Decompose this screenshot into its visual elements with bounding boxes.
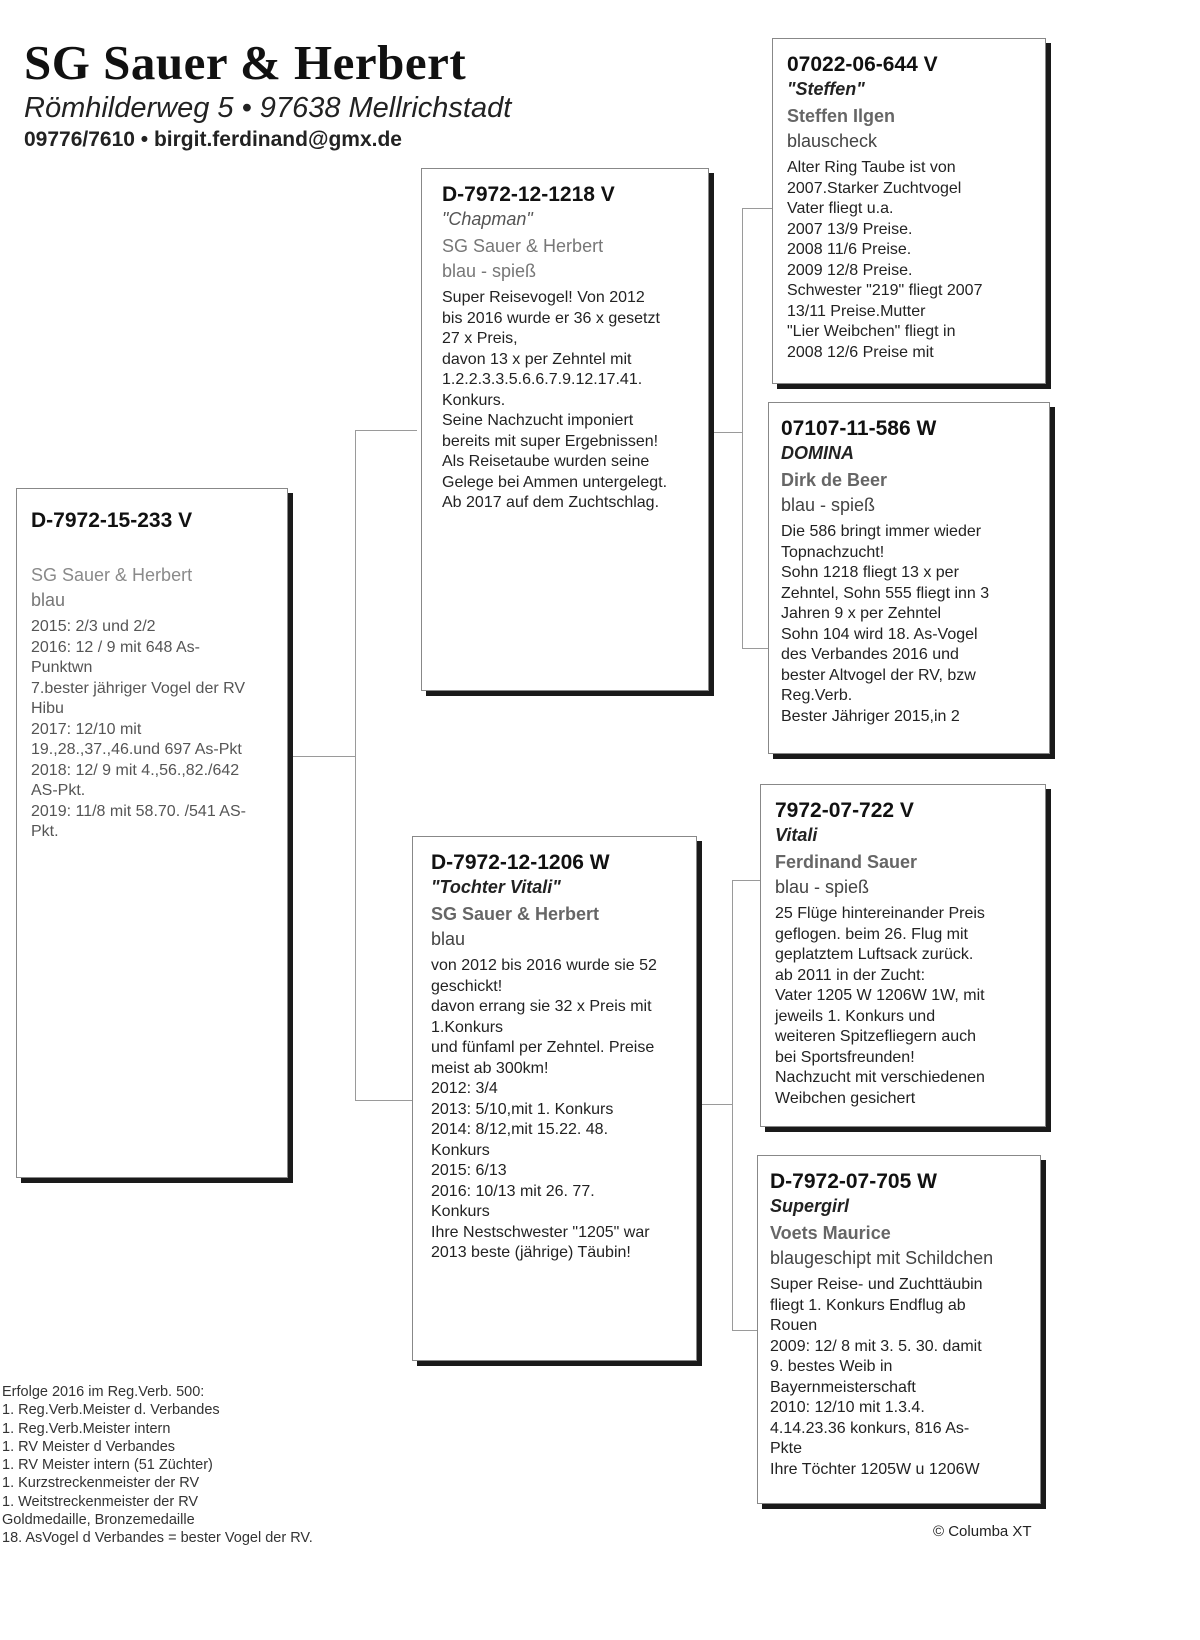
connector-subject-out: [290, 756, 355, 757]
ring-number: D-7972-15-233 V: [31, 509, 193, 532]
pigeon-name: "Tochter Vitali": [431, 877, 561, 897]
owner-name: SG Sauer & Herbert: [431, 904, 600, 924]
performance-notes: 25 Flüge hintereinander Preis geflogen. beim 26. Flug mit geplatztem Luftsack zurück. ab 2011 in der Zucht: Vater 1205 W 1206W 1W, mit jeweils 1. Konkurs und weiteren Spitzefliegern auch bei Sportsfreunden! Nachzucht mit verschiedenen Weibchen gesichert: [775, 905, 985, 1107]
ring-number: D-7972-12-1218 V: [442, 183, 615, 206]
pedigree-card-sire-sire: [772, 38, 1046, 384]
pedigree-card-sire-dam: [768, 402, 1050, 754]
owner-name: SG Sauer & Herbert: [31, 565, 193, 585]
owner-name: Ferdinand Sauer: [775, 852, 918, 872]
connector-dam-vertical: [732, 880, 733, 1330]
ring-number: D-7972-12-1206 W: [431, 851, 610, 874]
plumage-color: blau - spieß: [442, 261, 537, 281]
plumage-color: blau - spieß: [781, 495, 876, 515]
owner-name: Voets Maurice: [770, 1223, 891, 1243]
pedigree-card-subject: [16, 488, 288, 1178]
owner-name: SG Sauer & Herbert: [442, 236, 604, 256]
connector-to-sire-sire: [742, 208, 772, 209]
copyright-notice: © Columba XT: [933, 1523, 1032, 1540]
performance-notes: Alter Ring Taube ist von 2007.Starker Zuchtvogel Vater fliegt u.a. 2007 13/9 Preise. 2008 11/6 Preise. 2009 12/8 Preise. Schwester "219" fliegt 2007 13/11 Preise.Mutter "Lier Weibchen" fliegt in 2008 12/6 Preise mit: [787, 159, 983, 361]
pigeon-name: [31, 535, 273, 559]
connector-to-sire: [355, 430, 417, 431]
connector-to-sire-dam: [742, 648, 768, 649]
connector-dam-out: [700, 1104, 732, 1105]
pedigree-card-dam-sire: [760, 784, 1046, 1127]
ring-number: D-7972-07-705 W: [770, 1170, 937, 1193]
pedigree-card-dam-dam: [757, 1155, 1041, 1504]
owner-name: Dirk de Beer: [781, 470, 888, 490]
ring-number: 07022-06-644 V: [787, 53, 938, 76]
breeder-contact: 09776/7610 • birgit.ferdinand@gmx.de: [24, 128, 402, 151]
breeder-address: Römhilderweg 5 • 97638 Mellrichstadt: [24, 92, 512, 124]
connector-to-dam-sire: [732, 880, 760, 881]
pigeon-name: DOMINA: [781, 443, 854, 463]
pigeon-name: "Chapman": [442, 209, 533, 229]
pigeon-name: "Steffen": [787, 79, 865, 99]
breeder-name: SG Sauer & Herbert: [24, 35, 467, 90]
ring-number: 7972-07-722 V: [775, 799, 914, 822]
performance-notes: Super Reisevogel! Von 2012 bis 2016 wurde er 36 x gesetzt 27 x Preis, davon 13 x per Zehntel mit 1.2.2.3.3.5.6.6.7.9.12.17.41. Konkurs. Seine Nachzucht imponiert bereits mit super Ergebnissen! Als Reisetaube wurden seine Gelege bei Ammen untergelegt. Ab 2017 auf dem Zuchtschlag.: [442, 289, 668, 511]
performance-notes: Die 586 bringt immer wieder Topnachzucht! Sohn 1218 fliegt 13 x per Zehntel, Sohn 555 fliegt inn 3 Jahren 9 x per Zehntel Sohn 104 wird 18. As-Vogel des Verbandes 2016 und bester Altvogel der RV, bzw Reg.Verb. Bester Jähriger 2015,in 2: [781, 523, 990, 725]
connector-sire-out: [712, 432, 742, 433]
ring-number: 07107-11-586 W: [781, 417, 937, 440]
pigeon-name: Supergirl: [770, 1196, 850, 1216]
connector-to-dam: [355, 1100, 412, 1101]
connector-sire-vertical: [742, 208, 743, 648]
pedigree-card-dam: [412, 836, 697, 1361]
pedigree-card-sire: [421, 168, 709, 691]
pigeon-name: Vitali: [775, 825, 818, 845]
achievements-list: Erfolge 2016 im Reg.Verb. 500: 1. Reg.Verb.Meister d. Verbandes 1. Reg.Verb.Meister intern 1. RV Meister d Verbandes 1. RV Meister intern (51 Züchter) 1. Kurzstreckenmeister der RV 1. Weitstreckenmeister der RV Goldmedaille, Bronzemedaille 18. AsVogel d Verbandes = bester Vogel der RV.: [2, 1384, 313, 1547]
plumage-color: blau - spieß: [775, 877, 870, 897]
plumage-color: blau: [31, 590, 66, 610]
plumage-color: blaugeschipt mit Schildchen: [770, 1248, 994, 1268]
plumage-color: blau: [431, 929, 466, 949]
owner-name: Steffen Ilgen: [787, 106, 896, 126]
connector-gen1-vertical: [355, 430, 356, 1100]
plumage-color: blauscheck: [787, 131, 878, 151]
performance-notes: Super Reise- und Zuchttäubin fliegt 1. Konkurs Endflug ab Rouen 2009: 12/ 8 mit 3. 5. 30. damit 9. bestes Weib in Bayernmeisterschaft 2010: 12/10 mit 1.3.4. 4.14.23.36 konkurs, 816 As- Pkte Ihre Töchter 1205W u 1206W: [770, 1276, 983, 1478]
performance-notes: 2015: 2/3 und 2/2 2016: 12 / 9 mit 648 As- Punktwn 7.bester jähriger Vogel der RV Hibu 2017: 12/10 mit 19.,28.,37.,46.und 697 As-Pkt 2018: 12/ 9 mit 4.,56.,82./642 AS-Pkt. 2019: 11/8 mit 58.70. /541 AS- Pkt.: [31, 618, 246, 840]
connector-to-dam-dam: [732, 1330, 757, 1331]
performance-notes: von 2012 bis 2016 wurde sie 52 geschickt! davon errang sie 32 x Preis mit 1.Konkurs und fünfaml per Zehntel. Preise meist ab 300km! 2012: 3/4 2013: 5/10,mit 1. Konkurs 2014: 8/12,mit 15.22. 48. Konkurs 2015: 6/13 2016: 10/13 mit 26. 77. Konkurs Ihre Nestschwester "1205" war 2013 beste (jährige) Täubin!: [431, 957, 657, 1261]
